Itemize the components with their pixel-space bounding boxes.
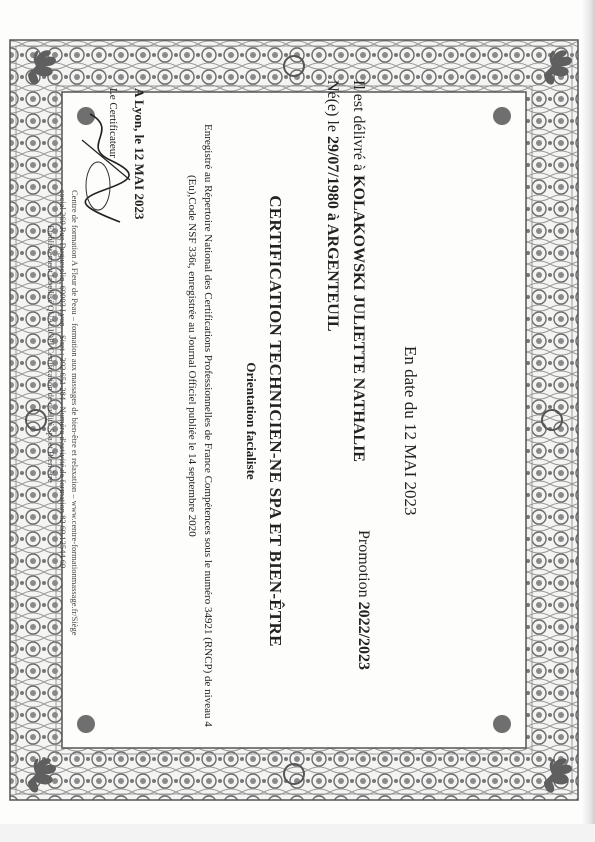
footer-line-1: Centre de formation A Fleur de Peau – formation aux massages de bien-être et relaxation – www.centre-formationmassage.fr/Siège: [70, 190, 80, 636]
registration-line-1: Enregistré au Répertoire National des Certifications Professionnelles de France Compétences sous le numéro 34921 (RNCP) de niveau 4: [202, 124, 214, 727]
footer-line-3: Etablissement labellisé QUALIOPI Certification de qualité Spa et Bien-être: [46, 225, 56, 483]
delivered-line: [349, 80, 367, 462]
registration-line-2: (Eu),Code NSF 336t, enregistrée au Journal Officiel publiée le 14 septembre 2020: [186, 175, 198, 537]
scan-edge-right: [581, 0, 595, 842]
signature-mark: [70, 110, 140, 230]
certificate-title: CERTIFICATION TECHNICIEN-NE SPA ET BIEN-ÊTRE: [266, 195, 285, 647]
recipient-name: KOLAKOWSKI JULIETTE NATHALIE: [350, 175, 367, 462]
place-date: A Lyon, le 12 MAI 2023: [132, 88, 147, 220]
birth-info: 29/07/1980 à ARGENTEUIL: [324, 135, 341, 332]
certificate-specialty: Orientation facialiste: [244, 362, 259, 480]
signatory-label: Le Certificateur: [107, 88, 119, 158]
date-line: En date du 12 MAI 2023: [401, 346, 420, 516]
promotion-prefix: Promotion: [355, 530, 372, 602]
delivered-prefix: Il est délivré à: [350, 80, 367, 176]
born-prefix: Né(e) le: [324, 80, 341, 136]
scan-edge-bottom: [0, 824, 595, 842]
promotion-year: 2022/2023: [355, 601, 372, 671]
birth-line: [323, 80, 341, 332]
promotion-line: [354, 530, 372, 670]
footer-line-2: social 269 Rue Duguesclin, 69003 Lyon – Siret : 392 651 284– Numéro d'activité de formation 82 69 12544 69: [58, 190, 68, 569]
